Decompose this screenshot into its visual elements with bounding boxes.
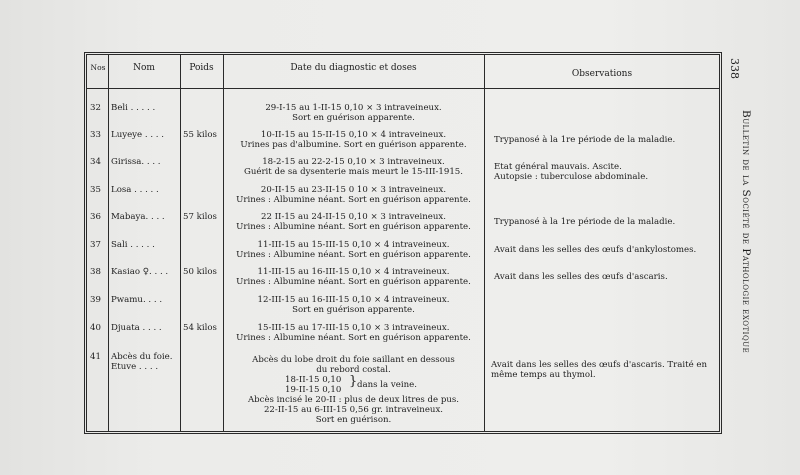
diagnosis-line: Sort en guérison apparente. [292, 113, 415, 123]
diagnosis-line: 12-III-15 au 16-III-15 0,10 × 4 intraveineux. [257, 295, 450, 305]
header-nom: Nom [133, 63, 155, 73]
diagnosis-line: 22 II-15 au 24-II-15 0,10 × 3 intraveineux. [260, 212, 446, 222]
patient-name: Beli . . . . . [111, 103, 156, 113]
patient-name: Mabaya. . . . [111, 212, 165, 222]
header-date: Date du diagnostic et doses [290, 63, 417, 73]
diagnosis-line: Abcès incisé le 20-II : plus de deux litres de pus. [247, 395, 460, 405]
brace-symbol: } [349, 374, 358, 389]
observation-line: Trypanosé à la 1re période de la maladie. [494, 217, 676, 227]
patient-name: Pwamu. . . . [111, 295, 163, 305]
diagnosis-line: 29-I-15 au 1-II-15 0,10 × 3 intraveineux. [265, 103, 442, 113]
diagnosis-line: Guérit de sa dysenterie mais meurt le 15-III-1915. [243, 167, 464, 177]
column-divider [484, 55, 485, 431]
observation-line: Avait dans les selles des œufs d'ascaris. Traité en [491, 360, 708, 370]
patient-weight: 55 kilos [183, 130, 217, 140]
page-number: 338 [728, 58, 741, 79]
patient-name: Losa . . . . . [111, 185, 159, 195]
diagnosis-line: Urines : Albumine néant. Sort en guérison apparente. [236, 333, 471, 343]
diagnosis-line: 18-2-15 au 22-2-15 0,10 × 3 intraveineux. [262, 157, 445, 167]
diagnosis-line: 10-II-15 au 15-II-15 0,10 × 4 intraveineux. [260, 130, 447, 140]
row-number: 39 [90, 295, 101, 305]
diagnosis-line: Urines pas d'albumine. Sort en guérison apparente. [240, 140, 467, 150]
column-divider [108, 55, 109, 431]
row-number: 36 [90, 212, 101, 222]
row-number: 38 [90, 267, 101, 277]
header-no: Nos [90, 63, 106, 72]
diagnosis-line: Sort en guérison apparente. [292, 305, 415, 315]
patient-name-line2: Etuve . . . . [111, 362, 159, 372]
diagnosis-line: Urines : Albumine néant. Sort en guérison apparente. [236, 222, 471, 232]
diagnosis-line: Urines : Albumine néant. Sort en guérison apparente. [236, 277, 471, 287]
row-number: 33 [90, 130, 101, 140]
row-number: 35 [90, 185, 101, 195]
patient-name: Kasiao ♀. . . . [111, 267, 169, 277]
diagnosis-line: 11-III-15 au 16-III-15 0,10 × 4 intraveineux. [257, 267, 450, 277]
patient-weight: 57 kilos [183, 212, 217, 222]
patient-name: Girissa. . . . [111, 157, 161, 167]
diagnosis-line: Urines : Albumine néant. Sort en guérison apparente. [236, 250, 471, 260]
header-poids: Poids [189, 63, 214, 73]
diagnosis-line: Urines : Albumine néant. Sort en guérison apparente. [236, 195, 471, 205]
column-divider [180, 55, 181, 431]
diagnosis-line: 22-II-15 au 6-III-15 0,56 gr. intraveineux. [263, 405, 444, 415]
diagnosis-line: Sort en guérison. [315, 415, 392, 425]
diagnosis-line: dans la veine. [357, 380, 417, 390]
observation-line: Avait dans les selles des œufs d'ascaris. [494, 272, 668, 282]
row-number: 41 [90, 352, 101, 362]
diagnosis-line: 15-III-15 au 17-III-15 0,10 × 3 intraveineux. [257, 323, 450, 333]
diagnosis-line: Abcès du lobe droit du foie saillant en dessous [252, 355, 455, 365]
diagnosis-line: 18-II-15 0,10 [285, 375, 342, 385]
patient-weight: 54 kilos [183, 323, 217, 333]
observation-line: Autopsie : tuberculose abdominale. [494, 172, 649, 182]
observation-line: même temps au thymol. [491, 370, 596, 380]
header-divider [87, 88, 719, 89]
patient-name: Djuata . . . . [111, 323, 162, 333]
patient-name: Sali . . . . . [111, 240, 155, 250]
patient-name: Abcès du foie. [111, 352, 173, 362]
row-number: 32 [90, 103, 101, 113]
diagnosis-line: du rebord costal. [316, 365, 391, 375]
observation-line: Etat général mauvais. Ascite. [494, 162, 622, 172]
observation-line: Avait dans les selles des œufs d'ankylostomes. [494, 245, 697, 255]
journal-title: Bulletin de la Société de Pathologie exotique [740, 110, 752, 354]
row-number: 34 [90, 157, 101, 167]
patient-weight: 50 kilos [183, 267, 217, 277]
row-number: 40 [90, 323, 101, 333]
observation-line: Trypanosé à la 1re période de la maladie. [494, 135, 676, 145]
header-observations: Observations [571, 69, 633, 79]
diagnosis-line: 11-III-15 au 15-III-15 0,10 × 4 intraveineux. [257, 240, 450, 250]
diagnosis-line: 20-II-15 au 23-II-15 0 10 × 3 intraveineux. [260, 185, 447, 195]
row-number: 37 [90, 240, 101, 250]
patient-name: Luyeye . . . . [111, 130, 164, 140]
diagnosis-line: 19-II-15 0,10 [285, 385, 342, 395]
